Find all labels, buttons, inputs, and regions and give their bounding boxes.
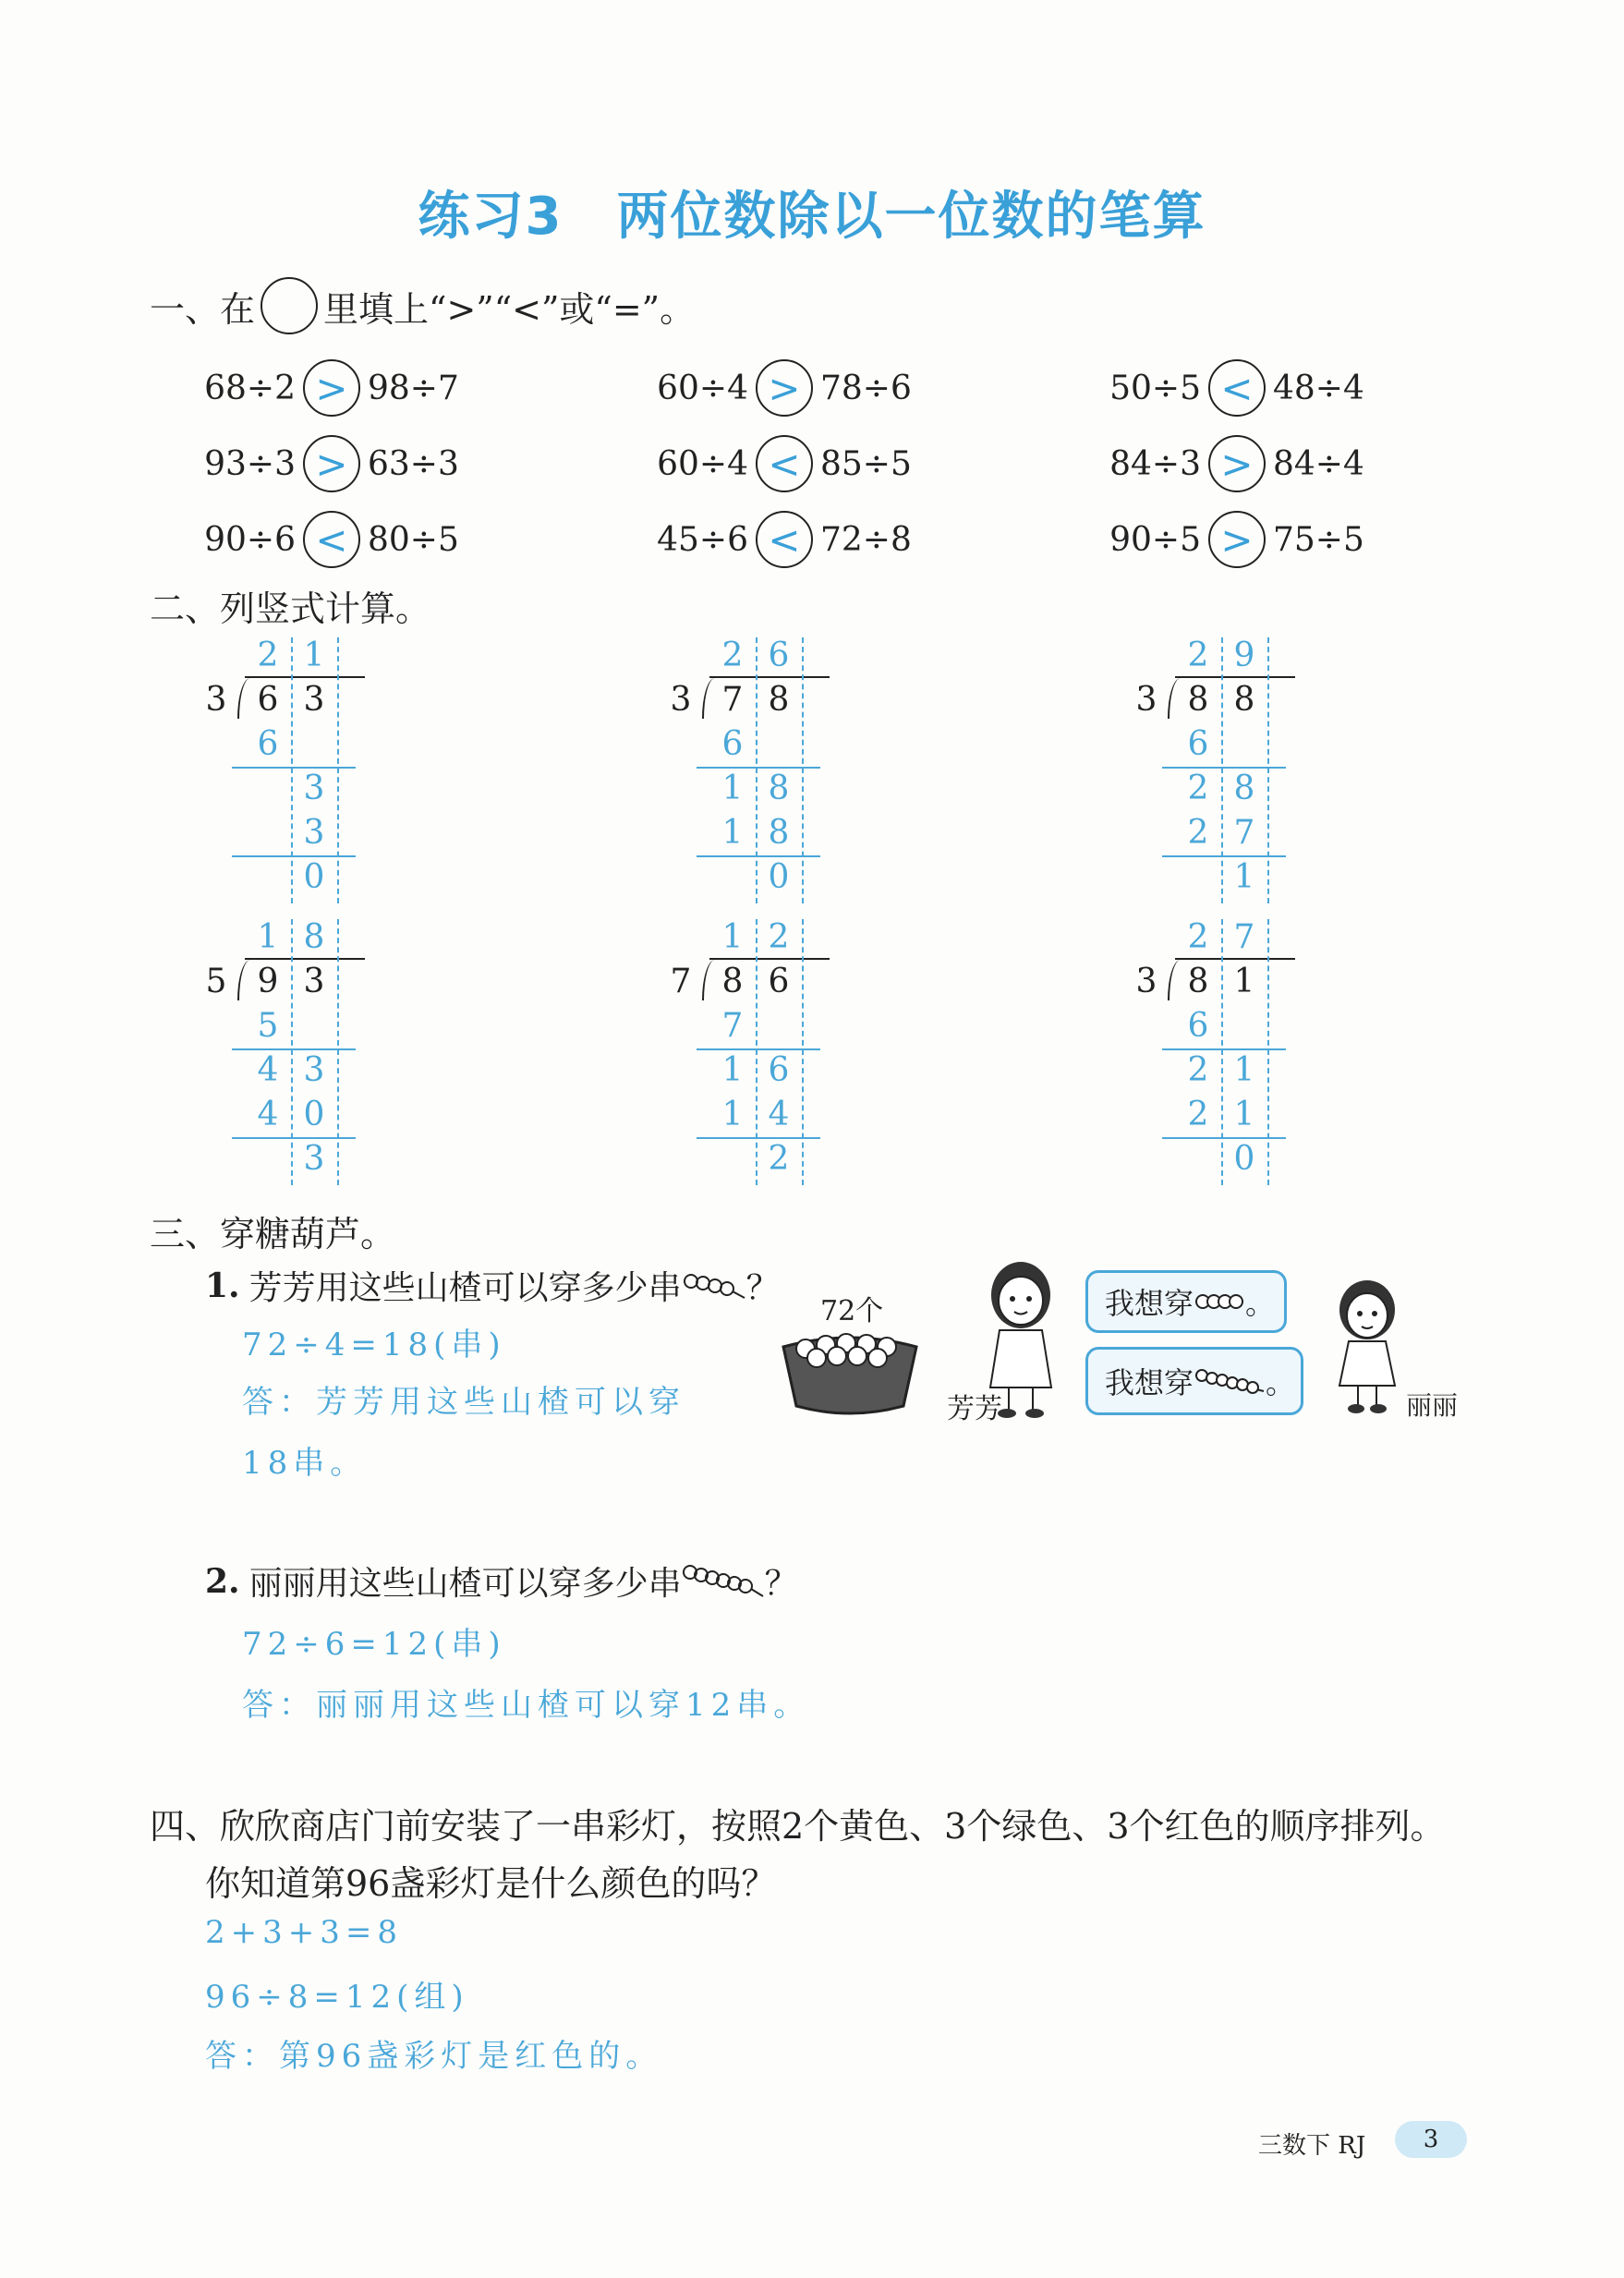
dividend-digit: 3	[303, 963, 325, 1000]
q2-question: 丽丽用这些山楂可以穿多少串	[248, 1565, 682, 1603]
column-guide	[1267, 919, 1269, 1185]
section1-heading	[150, 277, 695, 334]
step-digit: 1	[721, 1051, 744, 1089]
remainder-digit: 1	[1233, 858, 1255, 896]
girl-lili-icon	[1330, 1277, 1404, 1415]
left-expression: 84÷3	[1109, 444, 1201, 483]
step-digit: 3	[303, 814, 325, 852]
comparison-item	[1095, 356, 1384, 420]
step-digit: 1	[721, 814, 744, 852]
dividend-digit: 6	[768, 963, 790, 1000]
step-digit: 6	[721, 725, 744, 763]
dividend-digit: 1	[1233, 963, 1255, 1000]
bubble1-text: 我想穿	[1105, 1286, 1194, 1321]
division-bar	[1175, 958, 1295, 960]
answer-circle[interactable]: >	[303, 435, 360, 492]
name-lili: 丽丽	[1406, 1390, 1459, 1421]
speech-bubble-2	[1085, 1347, 1303, 1415]
column-guide	[291, 919, 293, 1185]
q1-qmark: ？	[745, 1269, 780, 1307]
q1-calculation: 72÷4=18(串)	[242, 1327, 506, 1363]
q2-calculation: 72÷6=12(串)	[242, 1626, 506, 1663]
step-digit: 6	[257, 725, 279, 763]
q2-answer: 答：丽丽用这些山楂可以穿12串。	[242, 1687, 811, 1724]
right-expression: 98÷7	[368, 369, 459, 407]
dividend-digit: 8	[1233, 681, 1255, 719]
divisor: 5	[205, 963, 227, 1000]
section1-label-pre: 一、在	[150, 288, 256, 330]
step-digit: 1	[1233, 1051, 1255, 1089]
dividend-digit: 8	[768, 681, 790, 719]
q1-answer-line1: 答：芳芳用这些山楂可以穿	[242, 1384, 685, 1421]
step-digit: 2	[1187, 1051, 1209, 1089]
comparison-item	[642, 431, 931, 496]
comparison-item	[189, 356, 479, 420]
section1-label-post: 里填上“>”“<”或“=”。	[323, 288, 696, 330]
basket-label: 72个	[820, 1295, 884, 1327]
answer-circle[interactable]: <	[1208, 359, 1266, 417]
remainder-digit: 0	[1233, 1140, 1255, 1178]
column-guide	[291, 637, 293, 903]
step-digit: 4	[257, 1096, 279, 1133]
answer-circle[interactable]: >	[1208, 511, 1266, 568]
q2-number: 2.	[205, 1561, 240, 1601]
section2-heading: 二、列竖式计算。	[150, 588, 431, 629]
section3-heading: 三、穿糖葫芦。	[150, 1214, 396, 1254]
quotient-digit: 1	[303, 636, 325, 674]
dividend-digit: 7	[721, 681, 744, 719]
answer-circle[interactable]: >	[303, 359, 360, 417]
quotient-digit: 2	[721, 636, 744, 674]
right-expression: 80÷5	[368, 520, 459, 559]
dividend-digit: 8	[1187, 681, 1209, 719]
bubble1-end: 。	[1245, 1286, 1276, 1321]
right-expression: 85÷5	[820, 444, 912, 483]
left-expression: 93÷3	[204, 444, 296, 483]
answer-circle[interactable]: <	[303, 511, 360, 568]
column-guide	[802, 919, 804, 1185]
bubble2-end: 。	[1266, 1365, 1296, 1400]
step-digit: 8	[768, 769, 790, 807]
left-expression: 90÷5	[1109, 520, 1201, 559]
long-division-problem	[1129, 637, 1304, 896]
step-digit: 0	[303, 1096, 325, 1133]
left-expression: 60÷4	[657, 369, 748, 407]
quotient-digit: 9	[1233, 636, 1255, 674]
empty-circle-icon	[261, 277, 318, 334]
long-division-problem	[663, 637, 839, 896]
remainder-digit: 3	[303, 1140, 325, 1178]
divisor: 3	[1135, 963, 1157, 1000]
quotient-digit: 2	[257, 636, 279, 674]
long-division-problem	[663, 919, 839, 1178]
column-guide	[1267, 637, 1269, 903]
step-digit: 6	[768, 1051, 790, 1089]
left-expression: 50÷5	[1109, 369, 1201, 407]
step-digit: 6	[1187, 725, 1209, 763]
skewer-icon	[682, 1270, 746, 1302]
left-expression: 45÷6	[657, 520, 748, 559]
quotient-digit: 1	[721, 918, 744, 956]
left-expression: 68÷2	[204, 369, 296, 407]
step-digit: 7	[721, 1007, 744, 1045]
skewer-4-icon	[1194, 1289, 1245, 1315]
step-digit: 2	[1187, 814, 1209, 852]
divisor: 3	[670, 681, 692, 719]
column-guide	[337, 919, 339, 1185]
step-digit: 4	[257, 1051, 279, 1089]
section4-calc1: 2+3+3=8	[205, 1914, 403, 1951]
step-digit: 6	[1187, 1007, 1209, 1045]
column-guide	[1221, 919, 1223, 1185]
q1-question: 芳芳用这些山楂可以穿多少串	[248, 1269, 682, 1307]
quotient-digit: 2	[1187, 918, 1209, 956]
step-digit: 8	[768, 814, 790, 852]
comparison-item	[1095, 431, 1384, 496]
step-digit: 1	[1233, 1096, 1255, 1133]
section4-answer: 答：第96盏彩灯是红色的。	[205, 2038, 663, 2075]
dividend-digit: 8	[1187, 963, 1209, 1000]
name-fangfang: 芳芳	[947, 1393, 1002, 1425]
column-guide	[756, 919, 757, 1185]
comparison-item	[189, 507, 479, 572]
step-digit: 3	[303, 1051, 325, 1089]
quotient-digit: 1	[257, 918, 279, 956]
step-digit: 3	[303, 769, 325, 807]
remainder-digit: 2	[768, 1140, 790, 1178]
speech-bubble-1	[1085, 1270, 1287, 1333]
dividend-digit: 9	[257, 963, 279, 1000]
comparison-item	[642, 356, 931, 420]
section4-line1: 四、欣欣商店门前安装了一串彩灯，按照2个黄色、3个绿色、3个红色的顺序排列。	[150, 1806, 1446, 1847]
division-bar	[709, 958, 830, 960]
section4-line2: 你知道第96盏彩灯是什么颜色的吗？	[205, 1863, 777, 1904]
remainder-digit: 0	[303, 858, 325, 896]
basket-icon	[778, 1328, 922, 1421]
column-guide	[802, 637, 804, 903]
section4-calc2: 96÷8=12(组)	[205, 1979, 469, 2016]
right-expression: 84÷4	[1273, 444, 1364, 483]
right-expression: 75÷5	[1273, 520, 1364, 559]
step-digit: 7	[1233, 814, 1255, 852]
division-bar	[709, 676, 830, 678]
bubble2-text: 我想穿	[1105, 1365, 1194, 1400]
remainder-digit: 0	[768, 858, 790, 896]
q1-text	[205, 1262, 780, 1309]
answer-circle[interactable]: >	[756, 359, 813, 417]
q2-qmark: ？	[764, 1565, 798, 1603]
comparison-item	[1095, 507, 1384, 572]
quotient-digit: 6	[768, 636, 790, 674]
page-title: 练习3 两位数除以一位数的笔算	[418, 187, 1206, 247]
quotient-digit: 2	[768, 918, 790, 956]
step-digit: 5	[257, 1007, 279, 1045]
step-digit: 1	[721, 769, 744, 807]
step-digit: 2	[1187, 769, 1209, 807]
long-division-problem	[199, 919, 374, 1178]
dividend-digit: 6	[257, 681, 279, 719]
skewer-6-icon	[1194, 1365, 1266, 1397]
step-digit: 8	[1233, 769, 1255, 807]
right-expression: 48÷4	[1273, 369, 1364, 407]
step-digit: 4	[768, 1096, 790, 1133]
q2-text	[205, 1557, 798, 1605]
column-guide	[337, 637, 339, 903]
answer-circle[interactable]: <	[756, 511, 813, 568]
comparison-item	[189, 431, 479, 496]
dividend-digit: 3	[303, 681, 325, 719]
division-bar	[1175, 676, 1295, 678]
page-number: 3	[1395, 2121, 1467, 2158]
right-expression: 72÷8	[820, 520, 912, 559]
column-guide	[1221, 637, 1223, 903]
q1-answer-line2: 18串。	[242, 1445, 368, 1482]
divisor: 7	[670, 963, 692, 1000]
column-guide	[756, 637, 757, 903]
step-digit: 2	[1187, 1096, 1209, 1133]
left-expression: 90÷6	[204, 520, 296, 559]
division-bar	[245, 676, 365, 678]
skewer-icon	[682, 1563, 765, 1600]
q1-number: 1.	[205, 1266, 240, 1305]
footer-book: 三数下 RJ	[1258, 2132, 1366, 2160]
answer-circle[interactable]: <	[756, 435, 813, 492]
divisor: 3	[205, 681, 227, 719]
answer-circle[interactable]: >	[1208, 435, 1266, 492]
right-expression: 63÷3	[368, 444, 459, 483]
long-division-problem	[199, 637, 374, 896]
step-digit: 1	[721, 1096, 744, 1133]
comparison-item	[642, 507, 931, 572]
quotient-digit: 7	[1233, 918, 1255, 956]
right-expression: 78÷6	[820, 369, 912, 407]
left-expression: 60÷4	[657, 444, 748, 483]
quotient-digit: 2	[1187, 636, 1209, 674]
long-division-problem	[1129, 919, 1304, 1178]
quotient-digit: 8	[303, 918, 325, 956]
division-bar	[245, 958, 365, 960]
dividend-digit: 8	[721, 963, 744, 1000]
divisor: 3	[1135, 681, 1157, 719]
